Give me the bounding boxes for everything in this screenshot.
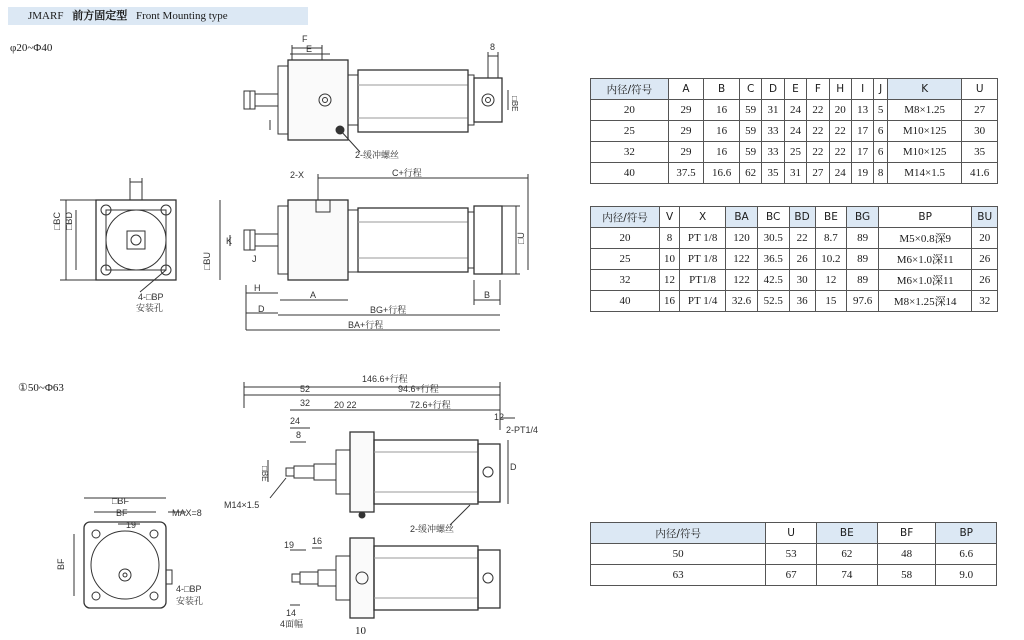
table-cell: 32 xyxy=(972,291,998,312)
table-cell: 26 xyxy=(789,249,815,270)
dim-72-stroke: 72.6+行程 xyxy=(410,400,451,410)
table-cell: 22 xyxy=(789,228,815,249)
table-cell: 5 xyxy=(874,100,888,121)
table-cell: 24 xyxy=(784,100,806,121)
table-cell: 22 xyxy=(829,142,851,163)
table-cell: M6×1.0深11 xyxy=(878,249,972,270)
label-max8: MAX=8 xyxy=(172,508,202,518)
table-cell: 37.5 xyxy=(668,163,704,184)
dim-14: 14 xyxy=(286,608,297,618)
title-chinese: 前方固定型 xyxy=(72,9,128,22)
table-header-cell: E xyxy=(784,79,806,100)
table-cell: 17 xyxy=(851,121,873,142)
dim-e: E xyxy=(306,44,313,54)
table-cell: 26 xyxy=(972,249,998,270)
table-cell: 29 xyxy=(668,100,704,121)
table-row xyxy=(591,100,998,121)
table-header-cell: 内径/符号 xyxy=(591,523,766,544)
dim-h: H xyxy=(254,283,261,293)
dim-94-stroke: 94.6+行程 xyxy=(398,384,439,394)
table-cell: 33 xyxy=(762,121,784,142)
table-cell: 89 xyxy=(847,249,879,270)
title-english: Front Mounting type xyxy=(135,10,228,22)
table-cell: 31 xyxy=(762,100,784,121)
table-header-cell: BC xyxy=(757,207,789,228)
table-cell: 27 xyxy=(962,100,998,121)
dim-24: 24 xyxy=(290,416,301,426)
table-cell: 32 xyxy=(591,270,660,291)
dim-be: □BE xyxy=(510,96,519,112)
table-cell: M5×0.8深9 xyxy=(878,228,972,249)
cylinder-top-view-large xyxy=(244,382,515,525)
table-cell: 30 xyxy=(789,270,815,291)
table-cell: 16 xyxy=(704,100,740,121)
table-cell: 25 xyxy=(784,142,806,163)
dim-bg-stroke: BG+行程 xyxy=(370,305,407,315)
table-header-cell: BE xyxy=(816,523,877,544)
table-row xyxy=(591,291,998,312)
table-header-cell: 内径/符号 xyxy=(591,207,660,228)
table-cell: 25 xyxy=(591,121,669,142)
label-4bp: 4-□BP xyxy=(138,292,164,302)
table-cell: 52.5 xyxy=(757,291,789,312)
dim-ba-stroke: BA+行程 xyxy=(348,320,384,330)
table-header-cell: X xyxy=(680,207,726,228)
page-number: 10 xyxy=(355,625,366,637)
table-cell: 6 xyxy=(874,142,888,163)
table-cell: 16 xyxy=(704,121,740,142)
table-row xyxy=(591,121,998,142)
table-cell: 12 xyxy=(815,270,847,291)
dim-12: 12 xyxy=(494,412,505,422)
dim-bu: □BU xyxy=(202,252,212,270)
page-header xyxy=(8,7,308,25)
dim-8-bottom: 8 xyxy=(296,430,302,440)
table-header-cell: F xyxy=(807,79,829,100)
spec-table-2 xyxy=(590,206,998,312)
table-cell: M10×125 xyxy=(887,142,961,163)
table-cell: 32 xyxy=(591,142,669,163)
table-header-cell: BP xyxy=(936,523,997,544)
table-cell: 22 xyxy=(829,121,851,142)
table-cell: 20 xyxy=(591,100,669,121)
table-cell: 29 xyxy=(668,142,704,163)
table-cell: 24 xyxy=(829,163,851,184)
drawing-large-bore xyxy=(0,370,590,632)
table-cell: 120 xyxy=(726,228,758,249)
drawing-small-bore xyxy=(0,30,590,350)
table-header-cell: D xyxy=(762,79,784,100)
label-m14: M14×1.5 xyxy=(224,500,260,510)
table-cell: 20 xyxy=(591,228,660,249)
table-cell: 67 xyxy=(766,565,817,586)
dim-52: 52 xyxy=(300,384,311,394)
table-cell: 48 xyxy=(877,544,936,565)
table-cell: 8 xyxy=(874,163,888,184)
dim-16: 16 xyxy=(312,536,323,546)
table-cell: 22 xyxy=(807,121,829,142)
table-header-cell: A xyxy=(668,79,704,100)
table-header-cell: K xyxy=(887,79,961,100)
table-row xyxy=(591,544,997,565)
table-cell: 9.0 xyxy=(936,565,997,586)
table-header-row xyxy=(591,79,998,100)
label-buffer-screw-bottom: 2-缓冲螺丝 xyxy=(410,524,455,534)
label-4-flats: 4面幅 xyxy=(280,619,304,629)
end-view-flange xyxy=(60,178,176,292)
table-cell: 22 xyxy=(807,142,829,163)
table-cell: 6.6 xyxy=(936,544,997,565)
table-cell: 122 xyxy=(726,249,758,270)
label-buffer-screw: 2-缓冲螺丝 xyxy=(355,150,400,160)
dim-bd: □BD xyxy=(64,212,74,230)
table-cell: 31 xyxy=(784,163,806,184)
table-cell: 16 xyxy=(704,142,740,163)
dim-d: D xyxy=(258,304,265,314)
table-cell: 59 xyxy=(739,100,761,121)
table-header-row xyxy=(591,523,997,544)
table-cell: 30 xyxy=(962,121,998,142)
table-header-cell: V xyxy=(660,207,680,228)
dim-19: 19 xyxy=(126,520,137,530)
label-pt14: 2-PT1/4 xyxy=(506,425,539,435)
table-header-cell: BD xyxy=(789,207,815,228)
table-header-cell: J xyxy=(874,79,888,100)
series-label-small: φ20~Φ40 xyxy=(10,42,53,54)
dim-b: B xyxy=(484,290,491,300)
table-cell: 59 xyxy=(739,121,761,142)
dim-u: □U xyxy=(516,232,526,244)
table-cell: PT 1/8 xyxy=(680,228,726,249)
table-cell: M14×1.5 xyxy=(887,163,961,184)
table-cell: 17 xyxy=(851,142,873,163)
table-header-row xyxy=(591,207,998,228)
table-cell: 32.6 xyxy=(726,291,758,312)
table-header-cell: C xyxy=(739,79,761,100)
end-view-flange-large xyxy=(74,498,186,608)
dim-be-bottom: □BE xyxy=(260,466,269,482)
table-cell: 122 xyxy=(726,270,758,291)
table-header-cell: BG xyxy=(847,207,879,228)
table-header-cell: H xyxy=(829,79,851,100)
dim-d-bottom: D xyxy=(510,462,517,472)
label-mounting-hole-bottom: 安装孔 xyxy=(176,596,204,606)
model-code: JMARF xyxy=(28,10,64,22)
table-cell: 25 xyxy=(591,249,660,270)
table-cell: 36 xyxy=(789,291,815,312)
dim-bf-square: □BF xyxy=(112,496,129,506)
table-cell: 63 xyxy=(591,565,766,586)
table-cell: 62 xyxy=(816,544,877,565)
dim-20-22: 20 22 xyxy=(334,400,357,410)
table-header-cell: I xyxy=(851,79,873,100)
table-cell: 10 xyxy=(660,249,680,270)
dim-19-side: 19 xyxy=(284,540,295,550)
table-header-cell: BF xyxy=(877,523,936,544)
table-cell: 89 xyxy=(847,270,879,291)
table-cell: M8×1.25 xyxy=(887,100,961,121)
table-header-cell: BE xyxy=(815,207,847,228)
table-cell: PT 1/4 xyxy=(680,291,726,312)
table-cell: 74 xyxy=(816,565,877,586)
table-cell: 40 xyxy=(591,163,669,184)
table-cell: 16 xyxy=(660,291,680,312)
table-cell: 10.2 xyxy=(815,249,847,270)
dim-c-stroke: C+行程 xyxy=(392,168,422,178)
table-cell: PT 1/8 xyxy=(680,249,726,270)
table-cell: 29 xyxy=(668,121,704,142)
table-cell: 35 xyxy=(962,142,998,163)
table-header-cell: U xyxy=(766,523,817,544)
table-row xyxy=(591,249,998,270)
table-cell: 24 xyxy=(784,121,806,142)
table-cell: 89 xyxy=(847,228,879,249)
cylinder-side-view-large xyxy=(290,538,500,618)
table-cell: 41.6 xyxy=(962,163,998,184)
spec-table-1 xyxy=(590,78,998,184)
table-cell: M10×125 xyxy=(887,121,961,142)
table-cell: 42.5 xyxy=(757,270,789,291)
table-cell: 53 xyxy=(766,544,817,565)
table-cell: 35 xyxy=(762,163,784,184)
table-cell: 22 xyxy=(807,100,829,121)
table-cell: 8 xyxy=(660,228,680,249)
table-cell: 59 xyxy=(739,142,761,163)
label-4bp-bottom: 4-□BP xyxy=(176,584,202,594)
table-cell: PT1/8 xyxy=(680,270,726,291)
table-header-cell: U xyxy=(962,79,998,100)
dim-a: A xyxy=(310,290,317,300)
table-header-cell: BP xyxy=(878,207,972,228)
table-cell: M8×1.25深14 xyxy=(878,291,972,312)
series-label-large: ①50~Φ63 xyxy=(18,382,64,394)
table-cell: 40 xyxy=(591,291,660,312)
dim-32: 32 xyxy=(300,398,311,408)
table-cell: 20 xyxy=(972,228,998,249)
label-mounting-hole: 安装孔 xyxy=(136,303,164,313)
dim-f: F xyxy=(302,34,308,44)
table-cell: 36.5 xyxy=(757,249,789,270)
table-row xyxy=(591,142,998,163)
table-cell: 27 xyxy=(807,163,829,184)
table-row xyxy=(591,228,998,249)
table-cell: 33 xyxy=(762,142,784,163)
table-cell: 30.5 xyxy=(757,228,789,249)
table-cell: M6×1.0深11 xyxy=(878,270,972,291)
table-cell: 15 xyxy=(815,291,847,312)
dim-146-stroke: 146.6+行程 xyxy=(362,374,408,384)
table-cell: 20 xyxy=(829,100,851,121)
table-header-cell: B xyxy=(704,79,740,100)
dim-bc: □BC xyxy=(52,212,62,230)
table-cell: 13 xyxy=(851,100,873,121)
table-header-cell: 内径/符号 xyxy=(591,79,669,100)
table-cell: 16.6 xyxy=(704,163,740,184)
dim-j: J xyxy=(252,254,257,264)
spec-table-3 xyxy=(590,522,997,586)
dim-bf-top: BF xyxy=(116,508,128,518)
dim-2x: 2-X xyxy=(290,170,305,180)
cylinder-top-view xyxy=(244,45,508,152)
table-row xyxy=(591,565,997,586)
table-cell: 8.7 xyxy=(815,228,847,249)
table-row xyxy=(591,270,998,291)
table-cell: 58 xyxy=(877,565,936,586)
table-header-cell: BU xyxy=(972,207,998,228)
table-cell: 62 xyxy=(739,163,761,184)
table-header-cell: BA xyxy=(726,207,758,228)
table-cell: 97.6 xyxy=(847,291,879,312)
dim-8: 8 xyxy=(490,42,496,52)
dim-bf-left: BF xyxy=(56,558,66,570)
table-cell: 6 xyxy=(874,121,888,142)
table-cell: 50 xyxy=(591,544,766,565)
table-cell: 26 xyxy=(972,270,998,291)
table-row xyxy=(591,163,998,184)
table-cell: 19 xyxy=(851,163,873,184)
table-cell: 12 xyxy=(660,270,680,291)
dim-k: K xyxy=(226,236,233,246)
